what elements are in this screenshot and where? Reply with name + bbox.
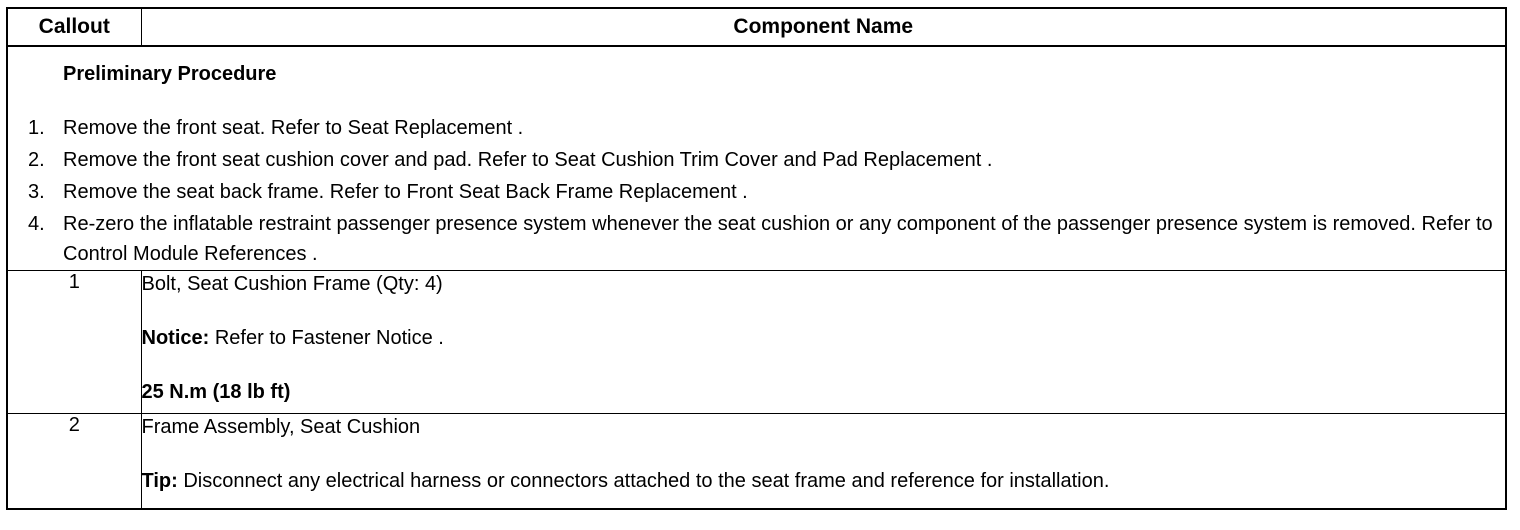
preliminary-row	[7, 46, 1506, 271]
preliminary-cell	[7, 46, 1506, 271]
step-text: Re-zero the inflatable restraint passenger presence system whenever the seat cushion or any component of the passenger presence system is removed. Refer to Control Module References .	[63, 213, 1493, 265]
step-item	[8, 177, 1505, 208]
notice-line	[142, 325, 1506, 351]
component-cell	[141, 414, 1506, 510]
step-number: 3.	[28, 181, 45, 203]
torque-spec: 25 N.m (18 lb ft)	[141, 381, 291, 403]
preliminary-steps	[8, 113, 1505, 269]
table-row	[7, 414, 1506, 510]
step-number: 1.	[28, 117, 45, 139]
preliminary-title: Preliminary Procedure	[63, 63, 277, 85]
step-item	[8, 145, 1505, 176]
tip-line	[142, 468, 1506, 494]
step-text: Remove the front seat cushion cover and pad. Refer to Seat Cushion Trim Cover and Pad Replacement .	[63, 149, 993, 171]
component-name: Bolt, Seat Cushion Frame (Qty: 4)	[141, 273, 443, 295]
callout-header: Callout	[7, 8, 141, 46]
callout-number: 2	[7, 414, 141, 510]
notice-label: Notice:	[141, 327, 210, 349]
table-row	[7, 271, 1506, 414]
step-number: 4.	[28, 213, 45, 235]
component-name: Frame Assembly, Seat Cushion	[141, 416, 421, 438]
component-cell	[141, 271, 1506, 414]
component-name-header: Component Name	[141, 8, 1506, 46]
notice-text: Refer to Fastener Notice .	[209, 327, 444, 349]
step-item	[8, 113, 1505, 144]
tip-label: Tip:	[141, 470, 178, 492]
callout-table	[6, 7, 1507, 510]
step-number: 2.	[28, 149, 45, 171]
step-text: Remove the front seat. Refer to Seat Replacement .	[63, 117, 524, 139]
step-item	[8, 209, 1505, 269]
callout-number: 1	[7, 271, 141, 414]
tip-text: Disconnect any electrical harness or connectors attached to the seat frame and reference for installation.	[177, 470, 1110, 492]
table-header-row	[7, 8, 1506, 46]
step-text: Remove the seat back frame. Refer to Front Seat Back Frame Replacement .	[63, 181, 748, 203]
